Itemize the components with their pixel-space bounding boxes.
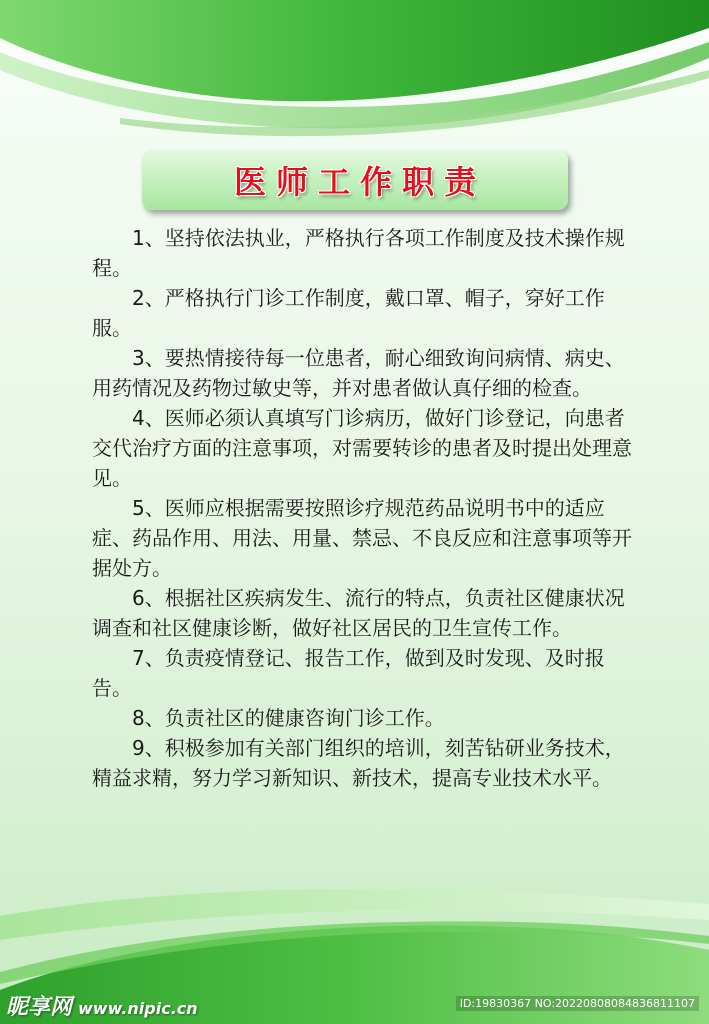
duty-item: 7、负责疫情登记、报告工作，做到及时发现、及时报告。 [92,646,605,700]
duty-item: 6、根据社区疾病发生、流行的特点，负责社区健康状况调查和社区健康诊断，做好社区居民的卫生宣传工作。 [92,586,625,640]
page-title: 医师工作职责 [233,163,486,201]
duty-item: 8、负责社区的健康咨询门诊工作。 [132,706,445,730]
duty-item: 4、医师必须认真填写门诊病历，做好门诊登记，向患者交代治疗方面的注意事项，对需要转诊的患者及时提出处理意见。 [92,406,632,490]
top-green-wave [0,0,709,150]
title-banner [142,150,568,210]
duty-item: 5、医师应根据需要按照诊疗规范药品说明书中的适应症、药品作用、用法、用量、禁忌、不良反应和注意事项等开据处方。 [92,496,632,580]
watermark-logo [6,990,198,1021]
watermark-url: www.nipic.cn [78,999,198,1018]
watermark-brand: 昵享网 [6,995,73,1020]
duty-item: 3、要热情接待每一位患者，耐心细致询问病情、病史、用药情况及药物过敏史等，并对患者做认真仔细的检查。 [92,346,625,400]
duty-item: 9、积极参加有关部门组织的培训，刻苦钻研业务技术，精益求精，努力学习新知识、新技术，提高专业技术水平。 [92,736,625,790]
duty-item: 2、严格执行门诊工作制度，戴口罩、帽子，穿好工作服。 [92,286,605,340]
duty-list [92,223,632,793]
duty-item: 1、坚持依法执业，严格执行各项工作制度及技术操作规程。 [92,226,625,280]
watermark-id: ID:19830367 NO:20220808084836811107 [456,996,699,1011]
